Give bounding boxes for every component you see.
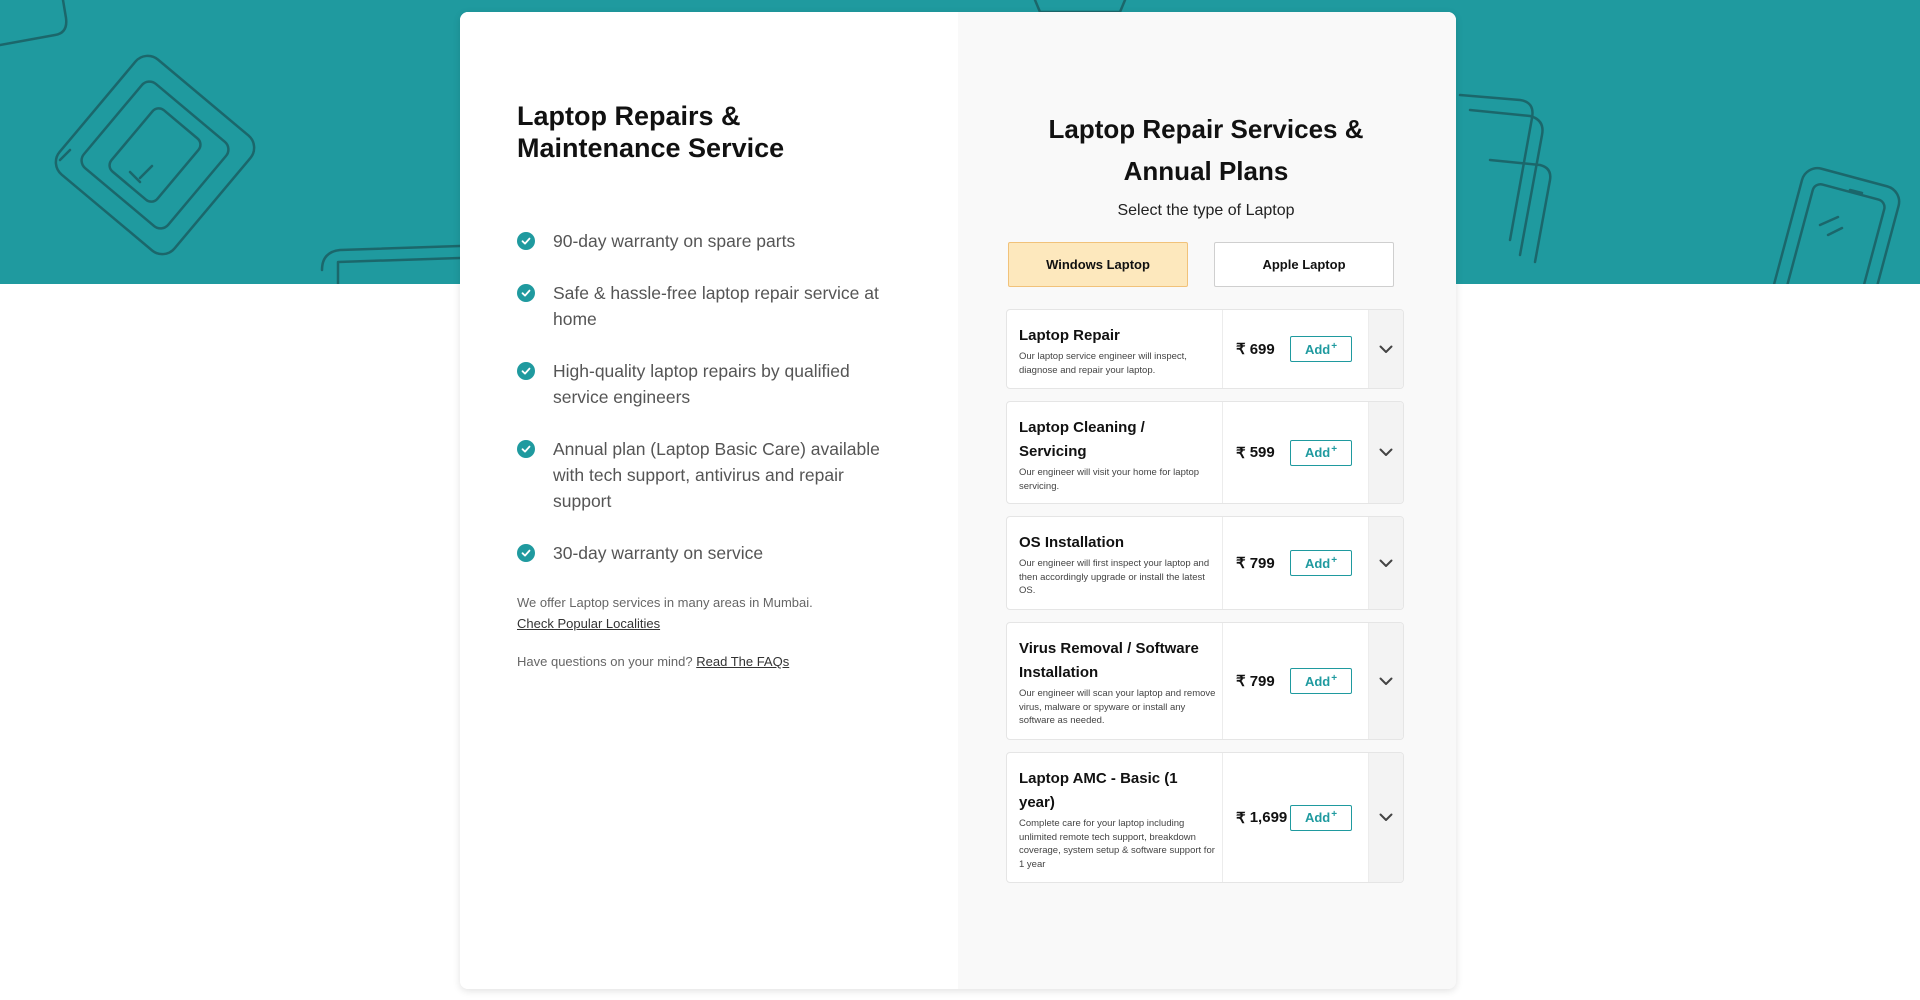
chevron-down-icon (1379, 813, 1393, 822)
check-icon (517, 440, 535, 458)
price-value: 799 (1249, 554, 1275, 572)
benefit-text: 30-day warranty on service (553, 543, 764, 563)
add-label: Add (1304, 810, 1331, 825)
laptop-type-selector (1006, 242, 1406, 287)
service-info (1007, 402, 1223, 503)
areas-note (517, 592, 902, 634)
services-title: Laptop Repair Services & Annual Plans (1048, 114, 1364, 186)
add-wrap (1290, 402, 1368, 503)
service-info (1007, 623, 1223, 739)
plus-icon: + (1331, 554, 1338, 566)
add-label: Add (1304, 445, 1331, 460)
faq-note (517, 654, 902, 669)
add-wrap (1290, 517, 1368, 609)
benefit-text: Annual plan (Laptop Basic Care) available with tech support, antivirus and repair support (553, 439, 880, 511)
add-wrap (1290, 623, 1368, 739)
service-price (1223, 402, 1290, 503)
check-icon (517, 362, 535, 380)
service-description: Complete care for your laptop including unlimited remote tech support, breakdown coverage, system setup & software support for 1 year (1019, 818, 1215, 870)
benefit-text: Safe & hassle-free laptop repair service at home (553, 283, 879, 329)
expand-chevron[interactable] (1368, 623, 1403, 739)
service-price (1223, 753, 1290, 882)
service-row (1006, 309, 1404, 389)
service-row (1006, 516, 1404, 610)
faq-link[interactable]: Read The FAQs (696, 654, 790, 669)
faq-text: Have questions on your mind? (517, 654, 693, 669)
expand-chevron[interactable] (1368, 310, 1403, 388)
service-row (1006, 401, 1404, 504)
service-price (1223, 310, 1290, 388)
services-panel (958, 12, 1456, 989)
plus-icon: + (1331, 672, 1338, 684)
benefit-item (517, 540, 902, 566)
benefit-text: 90-day warranty on spare parts (553, 231, 796, 251)
windows-laptop-button[interactable]: Windows Laptop (1008, 242, 1188, 287)
service-name: Laptop AMC - Basic (1 year) (1019, 770, 1178, 811)
add-wrap (1290, 753, 1368, 882)
price-value: 599 (1249, 444, 1275, 461)
service-description: Our laptop service engineer will inspect, diagnose and repair your laptop. (1019, 351, 1187, 376)
add-button[interactable] (1290, 440, 1352, 466)
service-price (1223, 517, 1290, 609)
service-row (1006, 752, 1404, 883)
service-name: Laptop Repair (1019, 327, 1120, 344)
benefits-list (517, 228, 902, 566)
plus-icon: + (1331, 809, 1338, 820)
service-info (1007, 753, 1223, 882)
service-info (1007, 517, 1223, 609)
add-button[interactable] (1290, 805, 1352, 831)
plus-icon: + (1331, 444, 1338, 455)
plus-icon: + (1331, 340, 1338, 352)
check-icon (517, 544, 535, 562)
service-description: Our engineer will scan your laptop and remove virus, malware or spyware or install any software as needed. (1019, 688, 1216, 726)
service-card (460, 12, 1456, 989)
service-name: Virus Removal / Software Installation (1019, 640, 1199, 681)
chevron-down-icon (1379, 559, 1393, 568)
apple-laptop-button[interactable]: Apple Laptop (1214, 242, 1394, 287)
benefit-item (517, 228, 902, 254)
check-icon (517, 232, 535, 250)
benefit-text: High-quality laptop repairs by qualified service engineers (553, 361, 850, 407)
expand-chevron[interactable] (1368, 753, 1403, 882)
service-description: Our engineer will first inspect your laptop and then accordingly upgrade or install the latest OS. (1019, 558, 1210, 596)
chevron-down-icon (1379, 677, 1393, 686)
rupee-symbol: ₹ (1236, 555, 1246, 572)
rupee-symbol: ₹ (1236, 809, 1246, 827)
add-button[interactable] (1290, 336, 1352, 362)
page-title: Laptop Repairs & Maintenance Service (517, 101, 785, 163)
chevron-down-icon (1379, 345, 1393, 354)
localities-link[interactable]: Check Popular Localities (517, 616, 661, 631)
rupee-symbol: ₹ (1236, 673, 1246, 690)
service-name: OS Installation (1019, 534, 1125, 551)
benefit-item (517, 436, 902, 514)
add-label: Add (1304, 555, 1331, 571)
services-list (1006, 309, 1406, 883)
service-row (1006, 622, 1404, 740)
areas-text: We offer Laptop services in many areas in Mumbai. (517, 595, 813, 610)
expand-chevron[interactable] (1368, 402, 1403, 503)
benefit-item (517, 280, 902, 332)
laptop-type-prompt: Select the type of Laptop (1117, 202, 1295, 219)
service-info (1007, 310, 1223, 388)
add-wrap (1290, 310, 1368, 388)
price-value: 1,699 (1249, 809, 1288, 826)
add-button[interactable] (1290, 550, 1352, 576)
service-price (1223, 623, 1290, 739)
rupee-symbol: ₹ (1236, 444, 1246, 462)
add-label: Add (1304, 673, 1331, 689)
service-description: Our engineer will visit your home for laptop servicing. (1019, 467, 1200, 492)
add-button[interactable] (1290, 668, 1352, 694)
price-value: 699 (1249, 340, 1275, 358)
expand-chevron[interactable] (1368, 517, 1403, 609)
rupee-symbol: ₹ (1236, 341, 1246, 358)
chevron-down-icon (1379, 448, 1393, 457)
benefit-item (517, 358, 902, 410)
add-label: Add (1304, 341, 1331, 357)
service-overview (460, 12, 958, 989)
check-icon (517, 284, 535, 302)
price-value: 799 (1249, 672, 1275, 690)
service-name: Laptop Cleaning / Servicing (1019, 419, 1145, 460)
